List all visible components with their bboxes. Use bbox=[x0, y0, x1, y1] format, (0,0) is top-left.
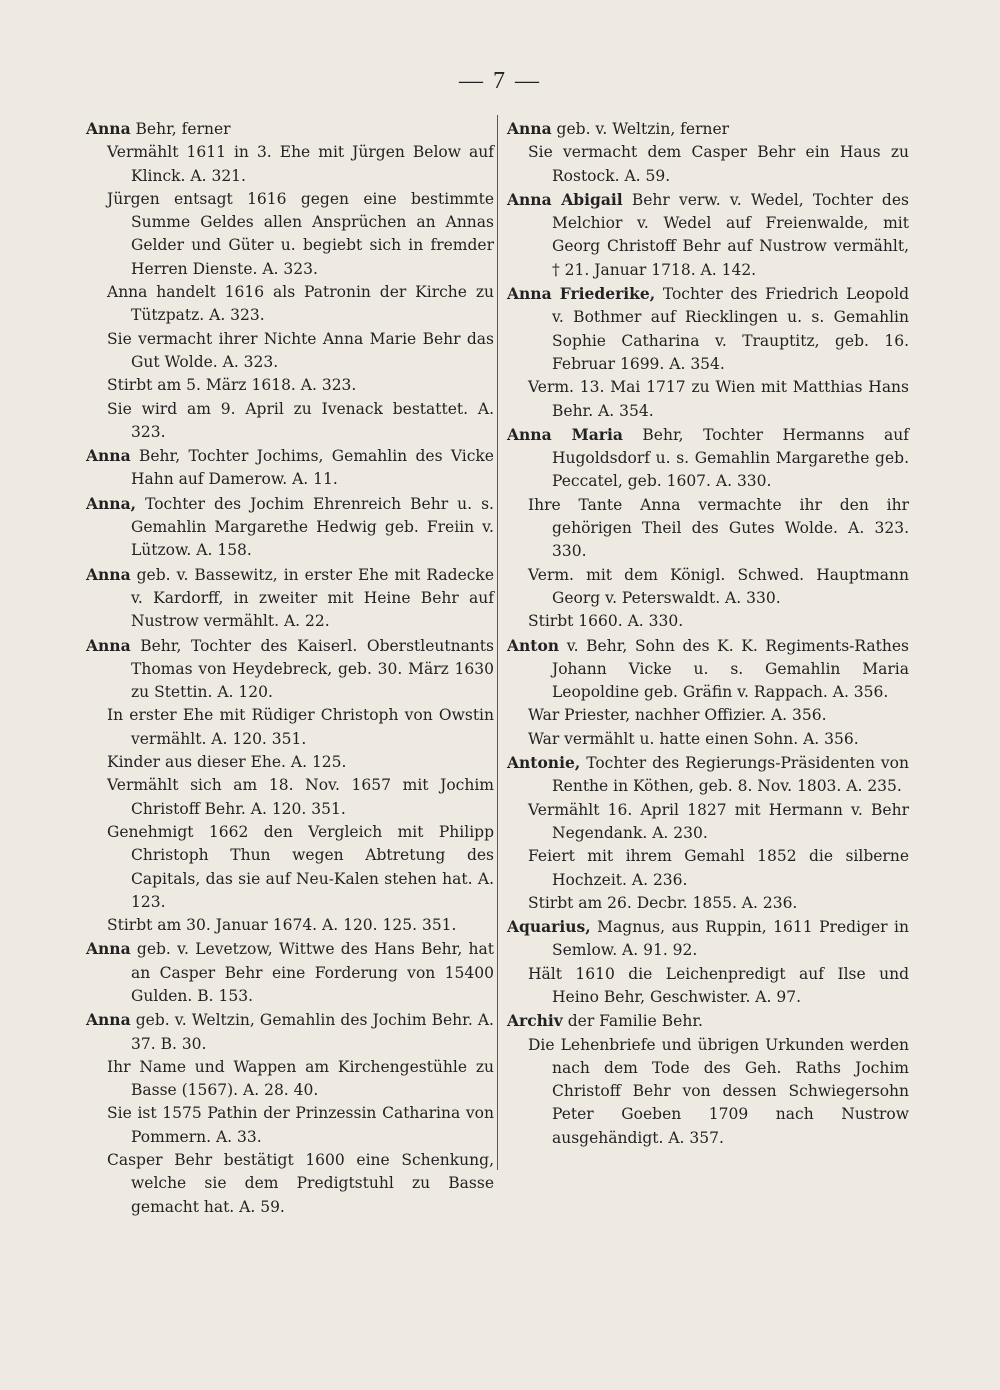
entry-subline: Casper Behr bestätigt 1600 eine Schenkung, welche sie dem Predigtstuhl zu Basse gemacht hat. A. 59. bbox=[107, 1151, 494, 1216]
entry-subline: Vermählt 1611 in 3. Ehe mit Jürgen Below auf Klinck. A. 321. bbox=[107, 143, 494, 185]
entry-subline: Jürgen entsagt 1616 gegen eine bestimmte Summe Geldes allen Ansprüchen an Annas Gelder und Güter u. begiebt sich in fremder Herren Dienste. A. 323. bbox=[107, 189, 494, 278]
left-column bbox=[86, 117, 494, 1219]
entry-subline: Verm. 13. Mai 1717 zu Wien mit Matthias Hans Behr. A. 354. bbox=[528, 378, 909, 420]
entry-name: Antonie, bbox=[507, 753, 581, 773]
index-entry bbox=[507, 282, 909, 376]
entry-subline: War vermählt u. hatte einen Sohn. A. 356. bbox=[528, 729, 859, 748]
entry-name: Anna bbox=[507, 119, 552, 138]
entry-text: v. Behr, Sohn des K. K. Regiments-Rathes Johann Vicke u. s. Gemahlin Maria Leopoldine geb. Gräfin v. Rappach. A. 356. bbox=[552, 636, 909, 702]
entry-text: geb. v. Weltzin, Gemahlin des Jochim Behr. A. 37. B. 30. bbox=[131, 1011, 494, 1053]
entry-subline: Stirbt 1660. A. 330. bbox=[528, 612, 684, 631]
entry-subline: Genehmigt 1662 den Vergleich mit Philipp Christoph Thun wegen Abtretung des Capitals, das sie auf Neu-Kalen stehen hat. A. 123. bbox=[107, 822, 494, 911]
index-entry bbox=[507, 188, 909, 282]
entry-name: Anna bbox=[86, 635, 131, 655]
entry-subline: Hält 1610 die Leichenpredigt auf Ilse und Heino Behr, Geschwister. A. 97. bbox=[528, 964, 909, 1006]
index-entry bbox=[507, 751, 909, 799]
entry-text: geb. v. Weltzin, ferner bbox=[556, 120, 730, 138]
entry-text: Tochter des Friedrich Leopold v. Bothmer auf Riecklingen u. s. Gemahlin Sophie Catharina v. Trauptitz, geb. 16. Februar 1699. A. 354. bbox=[552, 285, 909, 373]
entry-text: Behr verw. v. Wedel, Tochter des Melchior v. Wedel auf Freienwalde, mit Georg Christoff Behr auf Nustrow vermählt, † 21. Januar 1718. A. 142. bbox=[552, 190, 909, 279]
entry-subline: Stirbt am 5. März 1618. A. 323. bbox=[107, 376, 357, 395]
index-entry bbox=[507, 915, 909, 963]
entry-name: Aquarius, bbox=[507, 917, 591, 937]
entry-name: Anna Maria bbox=[507, 424, 623, 444]
entry-subline: Kinder aus dieser Ehe. A. 125. bbox=[107, 753, 347, 772]
entry-subline: Vermählt sich am 18. Nov. 1657 mit Jochim Christoff Behr. A. 120. 351. bbox=[107, 776, 494, 818]
entry-text: Tochter des Jochim Ehrenreich Behr u. s. Gemahlin Margarethe Hedwig geb. Freiin v. Lützow. A. 158. bbox=[131, 494, 494, 560]
entry-subline: Sie ist 1575 Pathin der Prinzessin Catharina von Pommern. A. 33. bbox=[107, 1104, 494, 1146]
index-entry bbox=[507, 1009, 909, 1033]
entry-subline: Ihre Tante Anna vermachte ihr den ihr gehörigen Theil des Gutes Wolde. A. 323. 330. bbox=[528, 495, 909, 561]
entry-subline: Sie vermacht ihrer Nichte Anna Marie Behr das Gut Wolde. A. 323. bbox=[107, 329, 494, 371]
index-entry bbox=[86, 937, 494, 1008]
index-entry bbox=[86, 444, 494, 492]
column-divider bbox=[497, 115, 498, 1170]
right-column bbox=[507, 117, 909, 1150]
index-entry bbox=[507, 117, 909, 141]
index-entry bbox=[507, 634, 909, 705]
entry-text: Behr, Tochter Jochims, Gemahlin des Vicke Hahn auf Damerow. A. 11. bbox=[131, 447, 494, 489]
entry-name: Anna, bbox=[86, 493, 137, 513]
entry-name: Anna bbox=[86, 939, 131, 959]
entry-subline: War Priester, nachher Offizier. A. 356. bbox=[528, 706, 827, 725]
entry-subline: Sie vermacht dem Casper Behr ein Haus zu Rostock. A. 59. bbox=[528, 143, 909, 185]
entry-text: der Familie Behr. bbox=[567, 1012, 703, 1031]
page-number: — 7 — bbox=[459, 68, 541, 94]
entry-subline: Stirbt am 26. Decbr. 1855. A. 236. bbox=[528, 893, 798, 912]
entry-text: Tochter des Regierungs-Präsidenten von Renthe in Köthen, geb. 8. Nov. 1803. A. 235. bbox=[552, 754, 909, 796]
entry-name: Anna bbox=[86, 1010, 131, 1030]
entry-subline: Sie wird am 9. April zu Ivenack bestattet. A. 323. bbox=[107, 399, 494, 441]
entry-subline: Stirbt am 30. Januar 1674. A. 120. 125. 351. bbox=[107, 916, 457, 935]
index-entry bbox=[86, 117, 494, 141]
entry-text: geb. v. Bassewitz, in erster Ehe mit Radecke v. Kardorff, in zweiter mit Heine Behr auf Nustrow vermählt. A. 22. bbox=[131, 565, 494, 631]
entry-subline: Anna handelt 1616 als Patronin der Kirche zu Tützpatz. A. 323. bbox=[107, 283, 494, 325]
entry-name: Anna bbox=[86, 119, 131, 138]
index-entry bbox=[86, 1008, 494, 1056]
entry-subline: Verm. mit dem Königl. Schwed. Hauptmann Georg v. Peterswaldt. A. 330. bbox=[528, 565, 909, 607]
entry-name: Anna Friederike, bbox=[507, 284, 656, 304]
entry-subline: Feiert mit ihrem Gemahl 1852 die silberne Hochzeit. A. 236. bbox=[528, 847, 909, 889]
entry-subline: Die Lehenbriefe und übrigen Urkunden werden nach dem Tode des Geh. Raths Jochim Christoff Behr von dessen Schwiegersohn Peter Goeben 1709 nach Nustrow ausgehändigt. A. 357. bbox=[528, 1035, 909, 1147]
entry-subline: Ihr Name und Wappen am Kirchengestühle zu Basse (1567). A. 28. 40. bbox=[107, 1057, 494, 1100]
entry-text: Magnus, aus Ruppin, 1611 Prediger in Semlow. A. 91. 92. bbox=[552, 918, 909, 960]
entry-text: Behr, ferner bbox=[135, 120, 231, 138]
entry-text: geb. v. Levetzow, Wittwe des Hans Behr, hat an Casper Behr eine Forderung von 15400 Gulden. B. 153. bbox=[131, 940, 494, 1005]
entry-subline: In erster Ehe mit Rüdiger Christoph von Owstin vermählt. A. 120. 351. bbox=[107, 706, 494, 748]
index-entry bbox=[86, 563, 494, 634]
index-entry bbox=[86, 634, 494, 705]
entry-text: Behr, Tochter Hermanns auf Hugoldsdorf u. s. Gemahlin Margarethe geb. Peccatel, geb. 1607. A. 330. bbox=[552, 425, 909, 491]
entry-name: Anna Abigail bbox=[507, 189, 623, 209]
entry-name: Anna bbox=[86, 446, 131, 466]
entry-text: Behr, Tochter des Kaiserl. Oberstleutnants Thomas von Heydebreck, geb. 30. März 1630 zu Stettin. A. 120. bbox=[131, 636, 494, 702]
index-entry bbox=[86, 492, 494, 563]
index-entry bbox=[507, 423, 909, 494]
entry-subline: Vermählt 16. April 1827 mit Hermann v. Behr Negendank. A. 230. bbox=[528, 800, 909, 842]
entry-name: Archiv bbox=[507, 1011, 563, 1031]
entry-name: Anton bbox=[507, 635, 560, 655]
entry-name: Anna bbox=[86, 564, 131, 584]
